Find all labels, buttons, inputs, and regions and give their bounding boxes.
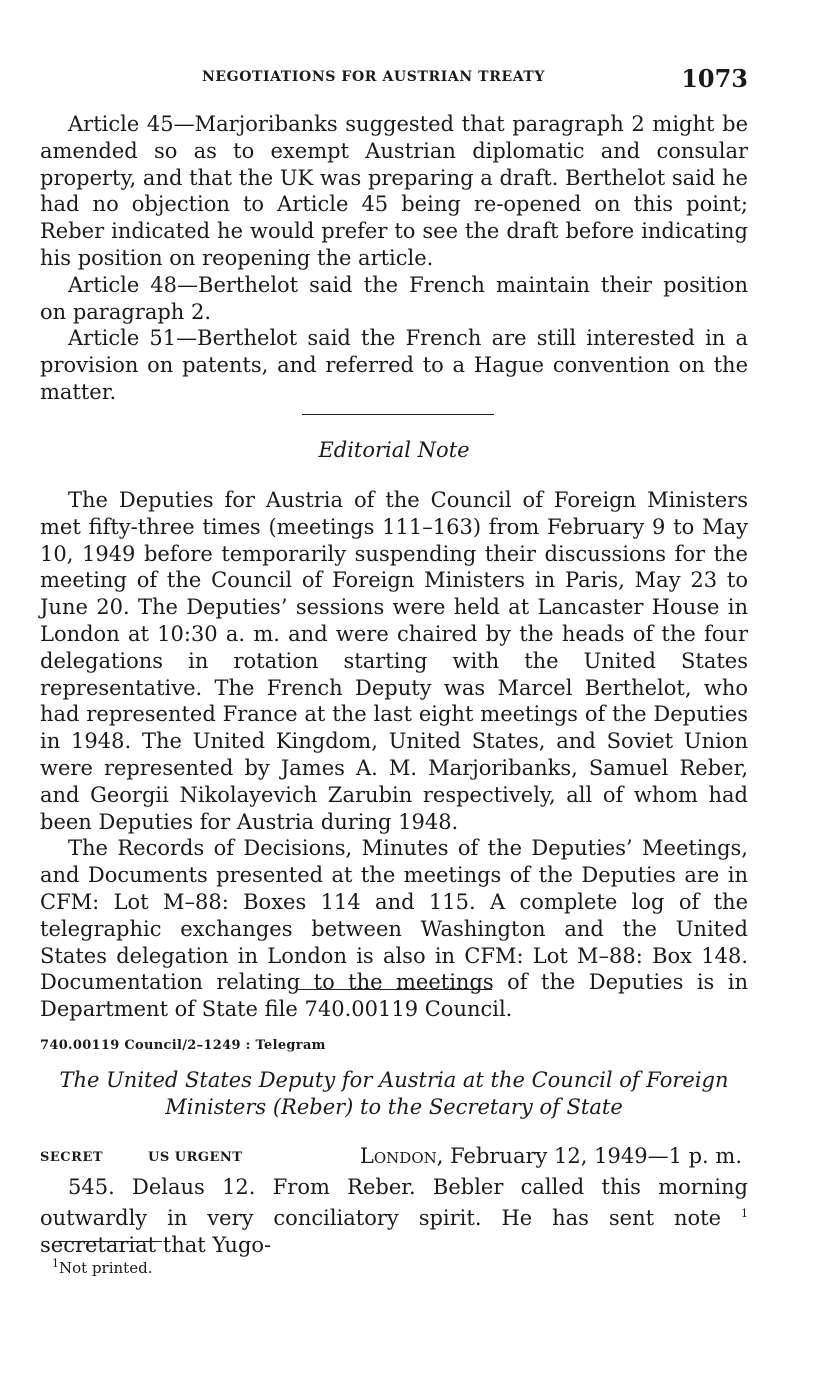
footnote <box>52 1257 152 1277</box>
editorial-paragraph: The Deputies for Austria of the Council of Foreign Ministers met fifty-three times (meetings 111–163) from February 9 to May 10, 1949 before temporarily suspending their discussions for the meeting of the Council of Foreign Ministers in Paris, May 23 to June 20. The Deputies’ sessions were held at Lancaster House in London at 10:30 a. m. and were chaired by the heads of the four delegations in rotation starting with the United States representative. The French Deputy was Marcel Berthelot, who had represented France at the last eight meetings of the Deputies in 1948. The United Kingdom, United States, and Soviet Union were represented by James A. M. Marjoribanks, Samuel Reber, and Georgii Nikolayevich Zarubin respectively, all of whom had been Deputies for Austria during 1948. <box>40 488 748 834</box>
article-51-paragraph: Article 51—Berthelot said the French are still interested in a provision on patents, and referred to a Hague convention on the matter. <box>40 326 748 404</box>
place-and-date <box>360 1144 742 1168</box>
article-45-paragraph: Article 45—Marjoribanks suggested that paragraph 2 might be amended so as to exempt Austrian diplomatic and consular property, and that the UK was preparing a draft. Berthelot said he had no objection to Article 45 being re-opened on this point; Reber indicated he would prefer to see the draft before indicating his position on reopening the article. <box>40 112 748 270</box>
footnote-divider <box>58 1241 162 1242</box>
precedence-label: US URGENT <box>148 1150 243 1165</box>
telegram-text: 545. Delaus 12. From Reber. Bebler called this morning outwardly in very conciliatory spirit. He has sent note <box>40 1175 748 1230</box>
section-divider <box>296 989 492 990</box>
section-divider <box>302 414 494 415</box>
telegram-body <box>40 1174 748 1258</box>
dateline <box>40 1144 748 1174</box>
editorial-note-body <box>40 487 748 1023</box>
document-title-line: Ministers (Reber) to the Secretary of State <box>165 1095 623 1119</box>
editorial-note-heading: Editorial Note <box>318 438 470 462</box>
page-header <box>40 66 748 96</box>
running-title: NEGOTIATIONS FOR AUSTRIAN TREATY <box>202 69 546 85</box>
telegram-paragraph <box>40 1174 748 1258</box>
article-48-paragraph: Article 48—Berthelot said the French maintain their position on paragraph 2. <box>40 272 748 324</box>
place: London <box>359 1144 437 1168</box>
article-notes <box>40 111 748 406</box>
document-title <box>40 1067 748 1121</box>
editorial-paragraph: The Records of Decisions, Minutes of the Deputies’ Meetings, and Documents presented at the meetings of the Deputies are in CFM: Lot M–88: Boxes 114 and 115. A complete log of the telegraphic exchanges between Washington and the United States delegation in London is also in CFM: Lot M–88: Box 148. Documentation relating to the meetings of the Deputies is in Department of State file 740.00119 Council. <box>40 836 748 1022</box>
classification-label: SECRET <box>40 1150 104 1165</box>
page-number: 1073 <box>681 64 748 93</box>
date: , February 12, 1949—1 p. m. <box>436 1144 742 1168</box>
footnote-text: Not printed. <box>59 1259 153 1277</box>
file-reference: 740.00119 Council/2–1249 : Telegram <box>40 1038 326 1053</box>
footnote-number: 1 <box>52 1257 59 1270</box>
document-title-line: The United States Deputy for Austria at the Council of Foreign <box>59 1068 729 1092</box>
footnote-marker: 1 <box>741 1206 748 1220</box>
telegram-text: secretariat that Yugo- <box>40 1232 272 1257</box>
